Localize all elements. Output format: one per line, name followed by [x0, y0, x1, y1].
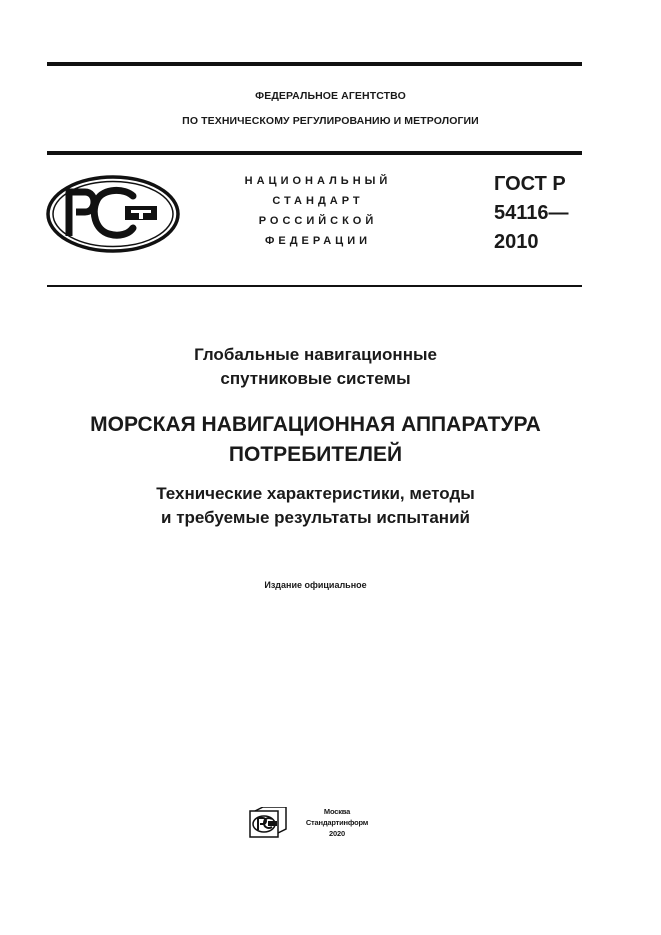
publisher-city: Москва: [323, 807, 351, 816]
subtitle-line: и требуемые результаты испытаний: [161, 508, 470, 527]
document-title-main: [0, 410, 631, 470]
national-standard-line: ФЕДЕРАЦИИ: [264, 235, 372, 247]
publisher-year: 2020: [329, 829, 345, 838]
title-main-line: ПОТРЕБИТЕЛЕЙ: [228, 443, 403, 466]
standard-number-line: ГОСТ Р: [494, 173, 566, 195]
agency-line-1: ФЕДЕРАЛЬНОЕ АГЕНТСТВО: [255, 90, 406, 102]
standartinform-logo-icon: [249, 807, 287, 838]
agency-line-2: ПО ТЕХНИЧЕСКОМУ РЕГУЛИРОВАНИЮ И МЕТРОЛОГИИ: [182, 115, 479, 127]
title-main-line: МОРСКАЯ НАВИГАЦИОННАЯ АППАРАТУРА: [90, 413, 541, 436]
national-standard-line: РОССИЙСКОЙ: [258, 215, 378, 227]
document-title-system: [0, 343, 631, 391]
title-line: Глобальные навигационные: [194, 345, 437, 364]
national-standard-label: [218, 171, 418, 251]
publisher-block: [304, 806, 370, 839]
middle-rule: [47, 151, 582, 155]
standard-number-line: 2010: [494, 231, 539, 253]
top-rule: [47, 62, 582, 66]
national-standard-line: СТАНДАРТ: [272, 195, 364, 207]
national-standard-line: НАЦИОНАЛЬНЫЙ: [244, 175, 392, 187]
rst-certification-mark-icon: [45, 174, 181, 254]
bottom-rule: [47, 285, 582, 287]
document-subtitle: [0, 482, 631, 530]
publisher-name: Стандартинформ: [305, 818, 369, 827]
edition-note: Издание официальное: [264, 580, 367, 590]
title-line: спутниковые системы: [220, 369, 411, 388]
subtitle-line: Технические характеристики, методы: [156, 484, 475, 503]
standard-number: [494, 170, 569, 257]
standard-number-line: 54116—: [494, 202, 569, 224]
